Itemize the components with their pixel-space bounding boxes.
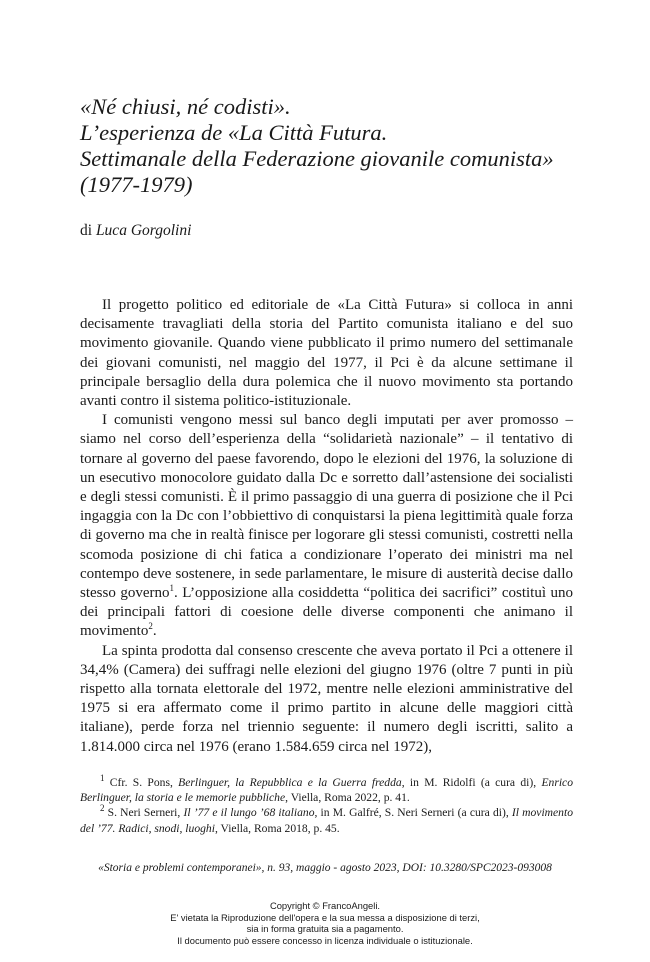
copyright-line: sia in forma gratuita sia a pagamento.	[246, 923, 404, 935]
footnote-ref-2[interactable]: 2	[148, 621, 153, 632]
author-name: Luca Gorgolini	[95, 222, 192, 239]
title-line: (1977-1979)	[80, 172, 193, 197]
copyright-line: E' vietata la Riproduzione dell'opera e la sua messa a disposizione di terzi,	[170, 911, 480, 923]
footnote-text: , Viella, Roma 2018, p. 45.	[214, 821, 340, 835]
footnote-title: Il ’77 e il lungo ’68 italiano	[183, 806, 315, 820]
body-paragraph-2	[80, 411, 573, 641]
footnote-text: S. Neri Serneri,	[104, 806, 184, 820]
article-title	[80, 94, 600, 198]
footnotes	[80, 775, 573, 836]
footnote-number: 1	[100, 773, 105, 784]
footnote-ref-1[interactable]: 1	[169, 583, 174, 594]
footnote-1	[80, 775, 573, 805]
body-text: . L’opposizione alla cosiddetta “politica dei sacrifici” costituì uno dei principali fattori di coesione delle diverse componenti che animano il movimento	[80, 585, 573, 640]
copyright-line: Copyright © FrancoAngeli.	[269, 900, 381, 911]
author-line	[80, 222, 191, 240]
footnote-title: Enrico Berlinguer, la storia e le memorie pubbliche	[80, 776, 573, 805]
title-line: «Né chiusi, né codisti».	[80, 94, 291, 119]
title-line: L’esperienza de «La Città Futura.	[80, 120, 388, 145]
journal-citation: «Storia e problemi contemporanei», n. 93, maggio - agosto 2023, DOI: 10.3280/SPC2023-093008	[98, 862, 552, 874]
copyright-notice	[0, 900, 650, 946]
article-body	[80, 296, 573, 757]
title-line: Settimanale della Federazione giovanile comunista»	[80, 146, 554, 171]
body-text: .	[152, 623, 157, 640]
footnote-title: Berlinguer, la Repubblica e la Guerra fredda	[178, 776, 402, 789]
footnote-2	[80, 805, 573, 835]
footnote-text: , Viella, Roma 2022, p. 41.	[285, 791, 410, 805]
body-text: I comunisti vengono messi sul banco degli imputati per aver promosso – siamo nel corso dell’esperienza della “solidarietà nazionale” – il tentativo di tornare al governo del paese favorendo, dopo le elezioni del 1976, la soluzione di un esecutivo monocolore guidato dalla Dc e sorretto dall’astensione dei socialisti e degli stessi comunisti. È il primo passaggio di una guerra di posizione che il Pci ingaggia con la Dc con l’obbiettivo di conquistarsi la piena legittimità quale forza di governo ma che in realtà finisce per logorare gli stessi comunisti, costretti nella scomoda posizione di chi fatica a condizionare l’operato dei ministri ma nel contempo deve sostenere, in sede parlamentare, le misure di austerità decise dallo stesso governo	[80, 412, 573, 602]
footnote-text: , in M. Galfré, S. Neri Serneri (a cura di),	[314, 806, 512, 820]
copyright-line: Il documento può essere concesso in licenza individuale o istituzionale.	[177, 934, 473, 946]
body-paragraph-3: La spinta prodotta dal consenso crescente che aveva portato il Pci a ottenere il 34,4% (Camera) dei suffragi nelle elezioni del giugno 1976 (oltre 7 punti in più rispetto alla tornata elettorale del 1972, mentre nelle elezioni amministrative del 1975 si era affermato come il primo partito in alcune delle maggiori città italiane), perde forza nel triennio seguente: il numero degli iscritti, salito a 1.814.000 circa nel 1976 (erano 1.584.659 circa nel 1972),	[80, 642, 573, 755]
footnote-text: , in M. Ridolfi (a cura di),	[401, 776, 542, 789]
footnote-title: Il movimento del ’77. Radici, snodi, luoghi	[80, 806, 574, 835]
footnote-text: Cfr. S. Pons,	[104, 776, 179, 789]
footnote-number: 2	[100, 803, 105, 814]
author-prefix: di	[80, 222, 93, 239]
body-paragraph-1: Il progetto politico ed editoriale de «La Città Futura» si colloca in anni decisamente travagliati della storia del Partito comunista italiano e del suo movimento giovanile. Quando viene pubblicato il primo numero del settimanale dei giovani comunisti, nel maggio del 1977, il Pci è da alcune settimane il principale bersaglio della dura polemica che il nuovo movimento sta portando avanti contro il sistema politico-istituzionale.	[80, 297, 573, 410]
